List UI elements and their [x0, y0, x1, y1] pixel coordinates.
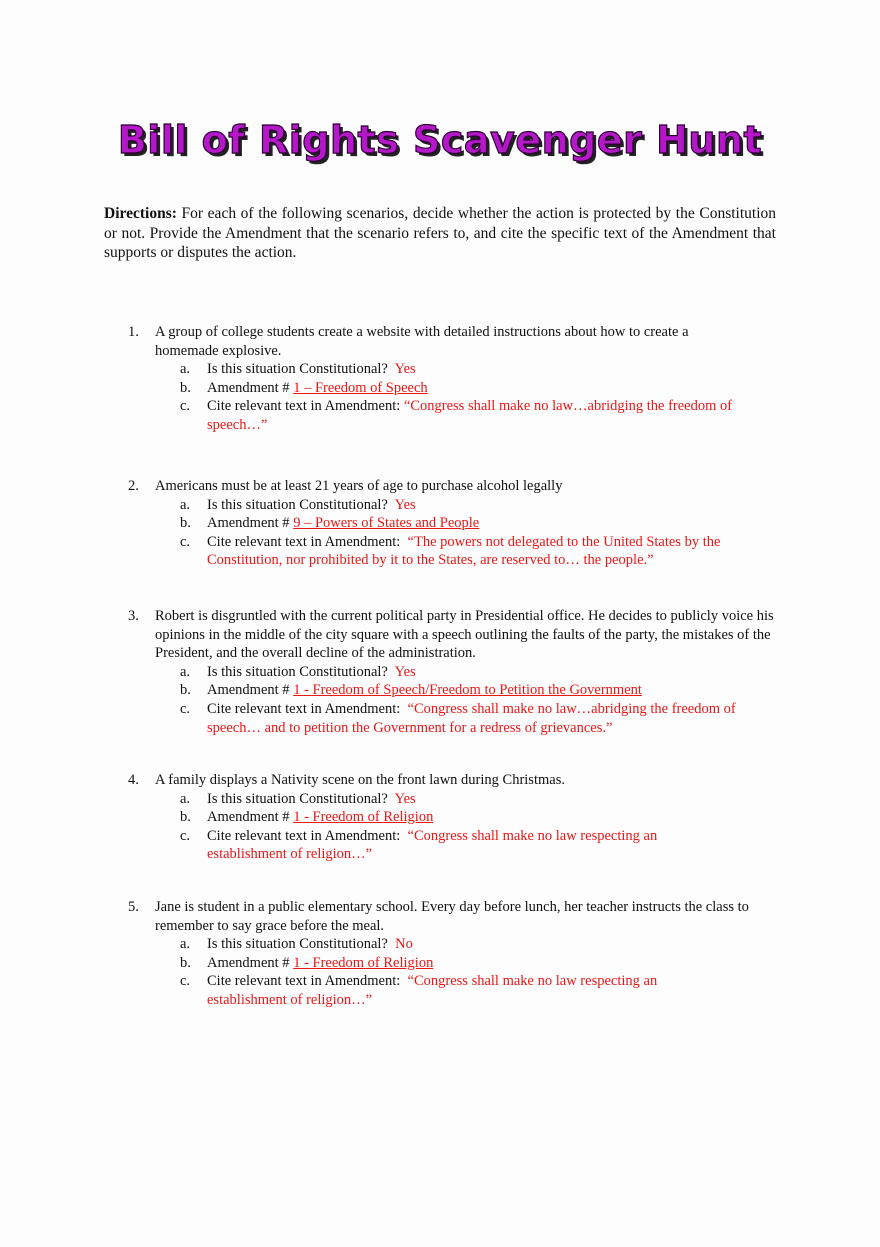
answer-cite: “Congress shall make no law…abridging the freedom of speech…”: [207, 398, 733, 433]
question-2-amendment: b. Amendment # 9 – Powers of States and People: [180, 515, 480, 532]
question-number: 1.: [128, 324, 139, 340]
question-number: 3.: [128, 608, 139, 624]
question-4-constitutional: a. Is this situation Constitutional? Yes: [180, 790, 416, 807]
prompt-constitutional: Is this situation Constitutional?: [207, 663, 388, 680]
question-5: [128, 898, 788, 1010]
answer-constitutional: Yes: [394, 361, 416, 378]
question-4: [128, 771, 788, 864]
question-number: 4.: [128, 772, 139, 788]
prompt-amendment: Amendment #: [207, 809, 290, 826]
prompt-amendment: Amendment #: [207, 379, 290, 396]
question-2-cite: c. Cite relevant text in Amendment: “The powers not delegated to the United States by the Constitution, nor prohibited by it to the States, are reserved to… the people.”: [180, 533, 721, 569]
question-1: [128, 323, 788, 435]
question-4-cite: c. Cite relevant text in Amendment: “Congress shall make no law respecting an establishment of religion…”: [180, 827, 658, 863]
question-1-constitutional: a. Is this situation Constitutional? Yes: [180, 361, 416, 378]
question-text: A family displays a Nativity scene on the front lawn during Christmas.: [155, 772, 565, 788]
answer-constitutional: No: [395, 936, 413, 953]
question-number: 2.: [128, 478, 139, 494]
question-4-amendment: b. Amendment # 1 - Freedom of Religion: [180, 809, 434, 826]
question-1-amendment: b. Amendment # 1 – Freedom of Speech: [180, 379, 428, 396]
answer-amendment: 1 - Freedom of Speech/Freedom to Petition the Government: [293, 682, 642, 699]
prompt-cite: Cite relevant text in Amendment:: [207, 533, 401, 550]
answer-amendment: 1 - Freedom of Religion: [293, 809, 434, 826]
question-3-amendment: b. Amendment # 1 - Freedom of Speech/Freedom to Petition the Government: [180, 682, 642, 699]
prompt-cite: Cite relevant text in Amendment:: [207, 973, 401, 990]
question-2: [128, 477, 788, 570]
question-text: Americans must be at least 21 years of age to purchase alcohol legally: [155, 478, 563, 494]
prompt-amendment: Amendment #: [207, 682, 290, 699]
question-text: Robert is disgruntled with the current political party in Presidential office. He decides to publicly voice his opinions in the middle of the city square with a speech outlining the faults of the party, the mistakes of the President, and the overall decline of the administration.: [155, 608, 774, 662]
answer-amendment: 1 - Freedom of Religion: [293, 954, 434, 971]
directions-text: For each of the following scenarios, decide whether the action is protected by the Constitution or not. Provide the Amendment that the scenario refers to, and cite the specific text of the Amendment that supports or disputes the action.: [104, 205, 777, 261]
prompt-constitutional: Is this situation Constitutional?: [207, 496, 388, 513]
directions: [104, 204, 776, 263]
question-5-amendment: b. Amendment # 1 - Freedom of Religion: [180, 954, 434, 971]
answer-cite: “The powers not delegated to the United States by the Constitution, nor prohibited by it to the States, are reserved to… the people.”: [207, 533, 721, 569]
answer-amendment: 1 – Freedom of Speech: [293, 379, 428, 396]
answer-cite: “Congress shall make no law respecting an establishment of religion…”: [207, 827, 658, 863]
answer-constitutional: Yes: [394, 663, 416, 680]
question-text: A group of college students create a website with detailed instructions about how to create a homemade explosive.: [155, 324, 689, 359]
prompt-constitutional: Is this situation Constitutional?: [207, 361, 388, 378]
answer-cite: “Congress shall make no law respecting an establishment of religion…”: [207, 973, 658, 1008]
answer-constitutional: Yes: [394, 496, 416, 513]
prompt-cite: Cite relevant text in Amendment:: [207, 398, 401, 415]
question-1-cite: c. Cite relevant text in Amendment: “Congress shall make no law…abridging the freedom of speech…”: [180, 398, 733, 433]
prompt-amendment: Amendment #: [207, 515, 290, 532]
directions-label: Directions:: [104, 205, 177, 222]
answer-cite: “Congress shall make no law…abridging the freedom of speech… and to petition the Government for a redress of grievances.”: [207, 700, 736, 736]
question-3-cite: c. Cite relevant text in Amendment: “Congress shall make no law…abridging the freedom of speech… and to petition the Government for a redress of grievances.”: [180, 700, 736, 736]
question-3-constitutional: a. Is this situation Constitutional? Yes: [180, 663, 416, 680]
question-5-cite: c. Cite relevant text in Amendment: “Congress shall make no law respecting an establishment of religion…”: [180, 973, 658, 1008]
question-text: Jane is student in a public elementary school. Every day before lunch, her teacher instructs the class to remember to say grace before the meal.: [155, 899, 749, 934]
prompt-cite: Cite relevant text in Amendment:: [207, 827, 401, 844]
question-5-constitutional: a. Is this situation Constitutional? No: [180, 936, 413, 953]
prompt-amendment: Amendment #: [207, 954, 290, 971]
question-3: [128, 607, 788, 737]
answer-constitutional: Yes: [394, 790, 416, 807]
answer-amendment: 9 – Powers of States and People: [293, 515, 480, 532]
question-2-constitutional: a. Is this situation Constitutional? Yes: [180, 496, 416, 513]
page-title: Bill of Rights Scavenger Hunt: [117, 118, 763, 162]
prompt-constitutional: Is this situation Constitutional?: [207, 790, 388, 807]
prompt-cite: Cite relevant text in Amendment:: [207, 700, 401, 717]
question-number: 5.: [128, 899, 139, 915]
prompt-constitutional: Is this situation Constitutional?: [207, 936, 388, 953]
